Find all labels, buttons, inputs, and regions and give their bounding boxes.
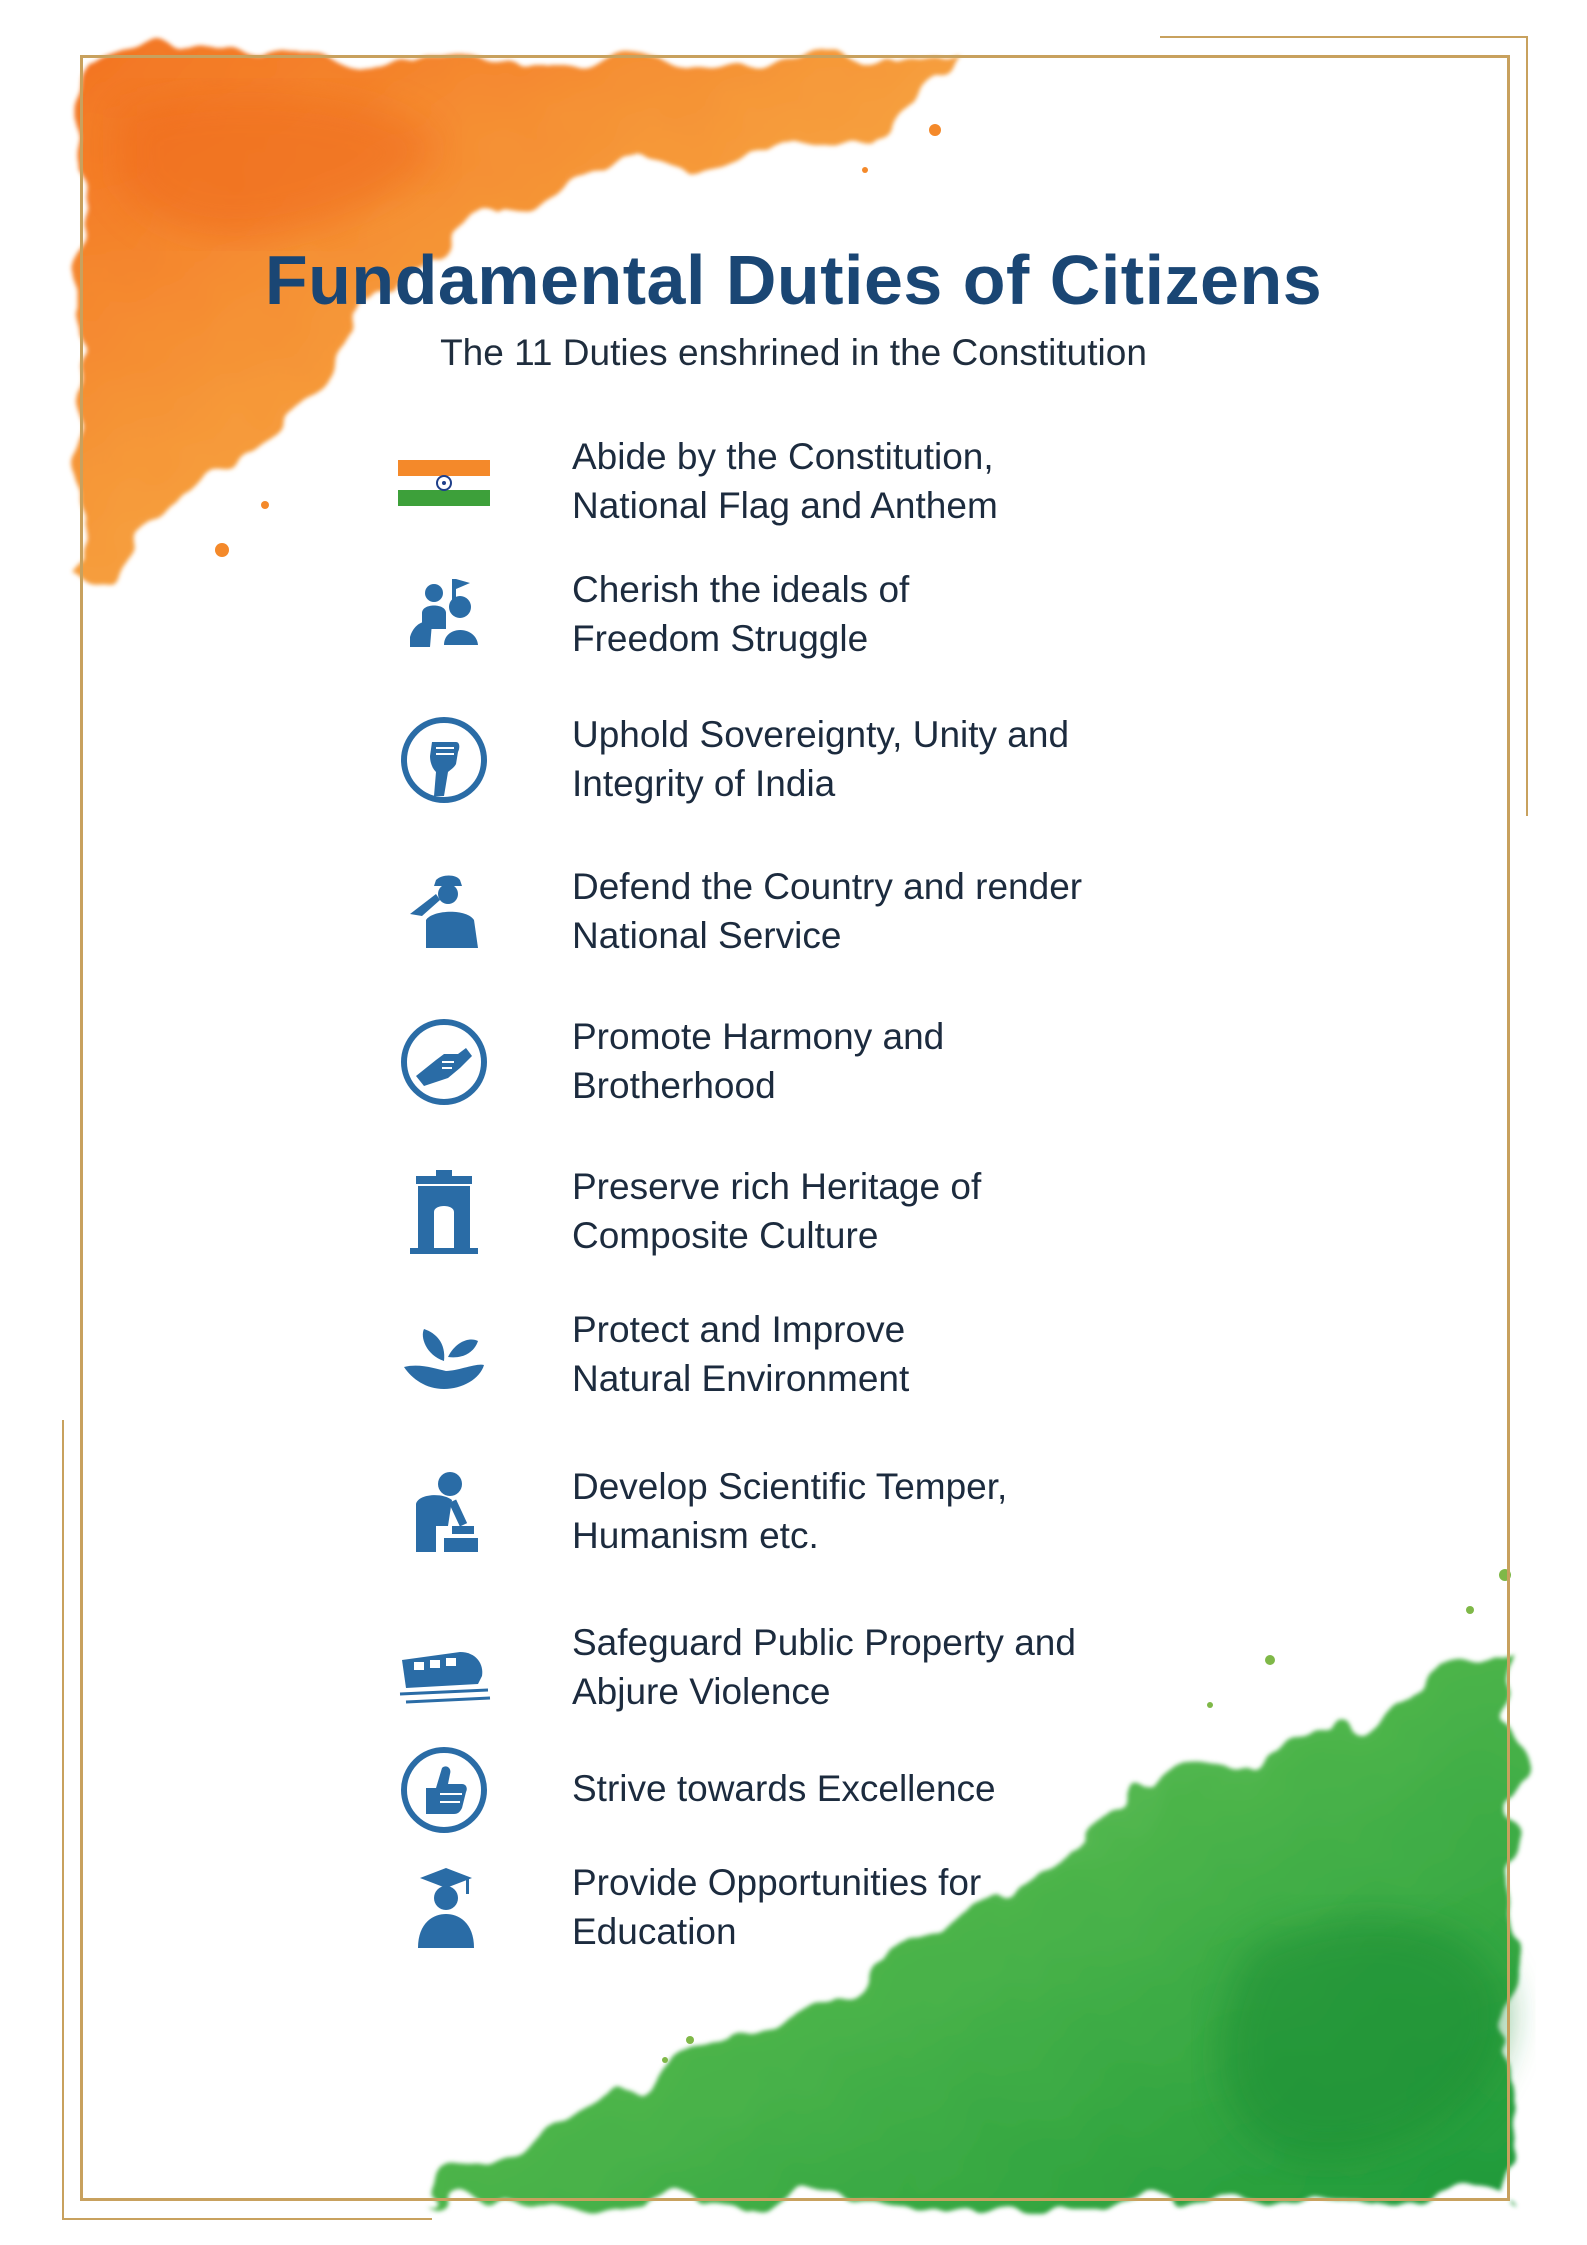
page-title: Fundamental Duties of Citizens <box>264 241 1323 319</box>
duty-text-line: Safeguard Public Property and <box>572 1622 1076 1663</box>
frame-bottom-line <box>80 2198 1510 2201</box>
saluting-soldier-icon <box>388 862 500 962</box>
plant-in-hand-icon <box>388 1305 500 1405</box>
frame-outer-left <box>62 1420 64 2220</box>
frame-right-line <box>1507 55 1510 2201</box>
duty-text-line: Protect and Improve <box>572 1309 906 1350</box>
duty-text-line: Uphold Sovereignty, Unity and <box>572 714 1070 755</box>
indian-flag-icon <box>388 432 500 532</box>
frame-outer-right <box>1526 36 1528 816</box>
india-gate-icon <box>388 1162 500 1262</box>
duty-text-line: Humanism etc. <box>572 1515 819 1556</box>
duty-text-line: Preserve rich Heritage of <box>572 1166 982 1207</box>
duty-text-line: Integrity of India <box>572 763 836 804</box>
frame-outer-top-right <box>1160 36 1528 38</box>
duty-text-line: National Flag and Anthem <box>572 485 998 526</box>
duty-text-line: Strive towards Excellence <box>572 1768 996 1809</box>
duty-text-line: Defend the Country and render <box>572 866 1083 907</box>
duty-text-line: Abide by the Constitution, <box>572 436 994 477</box>
scientist-microscope-icon <box>388 1462 500 1562</box>
frame-left-line <box>80 55 83 2201</box>
duty-text-line: Education <box>572 1911 737 1952</box>
duty-text-line: Cherish the ideals of <box>572 569 910 610</box>
graduate-icon <box>388 1858 500 1958</box>
frame-outer-bottom-left <box>62 2218 432 2220</box>
handshake-icon <box>388 1012 500 1112</box>
frame-top-line <box>80 55 1510 58</box>
duty-text-line: Provide Opportunities for <box>572 1862 982 1903</box>
duty-text-line: Brotherhood <box>572 1065 776 1106</box>
freedom-fighters-icon <box>388 565 500 665</box>
thumbs-up-icon <box>388 1740 500 1840</box>
raised-fist-icon <box>388 710 500 810</box>
duty-text-line: Freedom Struggle <box>572 618 869 659</box>
train-icon <box>388 1618 500 1718</box>
duty-text-line: Composite Culture <box>572 1215 879 1256</box>
duty-text-line: National Service <box>572 915 842 956</box>
duty-text-line: Develop Scientific Temper, <box>572 1466 1008 1507</box>
duty-text-line: Promote Harmony and <box>572 1016 945 1057</box>
duty-text-line: Natural Environment <box>572 1358 910 1399</box>
page-subtitle: The 11 Duties enshrined in the Constitution <box>440 332 1147 373</box>
duty-text-line: Abjure Violence <box>572 1671 831 1712</box>
